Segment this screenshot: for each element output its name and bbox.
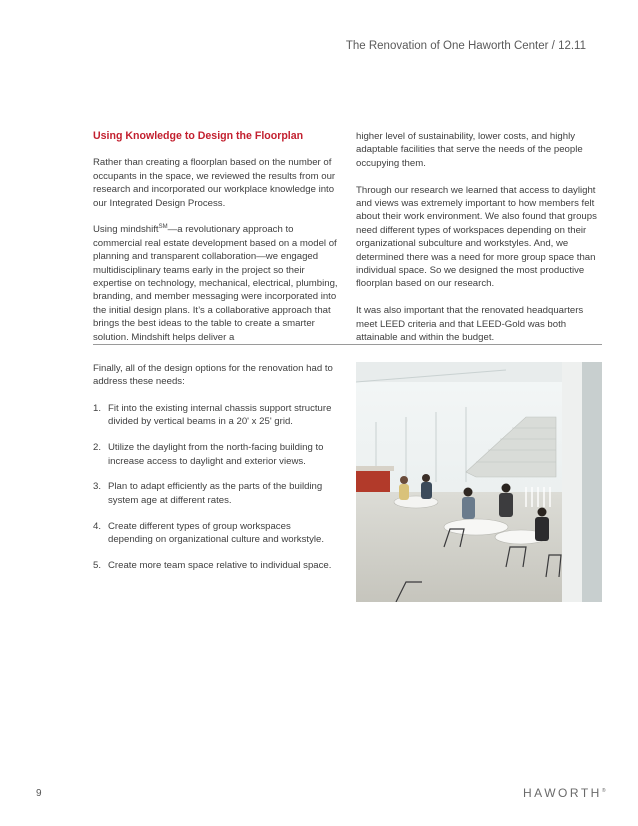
needs-item [93, 441, 333, 468]
page-number: 9 [36, 788, 42, 799]
paragraph-mindshift [93, 223, 340, 344]
needs-item [93, 402, 333, 429]
haworth-logo [523, 786, 606, 800]
needs-item-text: Plan to adapt efficiently as the parts of the building system age at different rates. [108, 481, 323, 506]
needs-item-number: 3. [93, 481, 102, 493]
paragraph-research: Through our research we learned that access to daylight and views was extremely important to how members felt about their work environment. We also found that groups need different types of workspaces depending on their organizational subculture and workstyles. And, we determined there was a need for more group space than individual space. So we designed the most productive floorplan based on our research. [356, 184, 597, 290]
needs-item [93, 520, 333, 547]
section-heading: Using Knowledge to Design the Floorplan [93, 130, 304, 142]
needs-item-number: 4. [93, 520, 102, 532]
office-interior-photo [356, 362, 602, 602]
registered-mark: ® [601, 788, 606, 794]
needs-item-text: Create more team space relative to individual space. [108, 560, 332, 572]
office-photo-illustration [356, 362, 602, 602]
mindshift-term: Using mindshift [93, 224, 159, 236]
needs-intro: Finally, all of the design options for the renovation had to address these needs: [93, 363, 333, 388]
needs-item-text: Utilize the daylight from the north-facing building to increase access to daylight and exterior views. [108, 442, 324, 467]
needs-item-text: Create different types of group workspaces depending on organizational culture and workstyle. [108, 520, 324, 546]
needs-list [93, 402, 333, 573]
logo-wordmark: HAWORTH [523, 786, 602, 800]
left-text-column [93, 130, 340, 357]
needs-item [93, 559, 333, 572]
paragraph-floorplan-intro: Rather than creating a floorplan based on the number of occupants in the space, we reviewed the results from our research and incorporated our workplace knowledge into our Integrated Design Process. [93, 157, 336, 209]
section-divider [93, 344, 602, 345]
needs-item-number: 2. [93, 442, 102, 454]
paragraph-leed: It was also important that the renovated headquarters meet LEED criteria and that LEED-Gold was both attainable and within the budget. [356, 305, 584, 344]
mindshift-description: —a revolutionary approach to commercial real estate development based on a model of planning and transparent collaboration—we engaged multidisciplinary teams early in the project so their expertise on technology, mechanical, electrical, plumbing, branding, and member messaging were incorporated into the initial design plans. It’s a collaborative approach that brings the best ideas to the table to create a smarter solution. Mindshift helps deliver a [93, 224, 338, 343]
right-text-column [356, 130, 606, 358]
running-header: The Renovation of One Haworth Center / 12.11 [345, 40, 586, 52]
needs-item-number: 1. [93, 402, 102, 414]
paragraph-sustainability: higher level of sustainability, lower costs, and highly adaptable facilities that serve the needs of the people occupying them. [356, 131, 583, 169]
needs-item-text: Fit into the existing internal chassis support structure divided by vertical beams in a 20' x 25' grid. [108, 402, 332, 428]
needs-item [93, 480, 333, 507]
needs-item-number: 5. [93, 560, 102, 572]
design-needs-section [93, 362, 333, 585]
service-mark: SM [158, 224, 168, 231]
